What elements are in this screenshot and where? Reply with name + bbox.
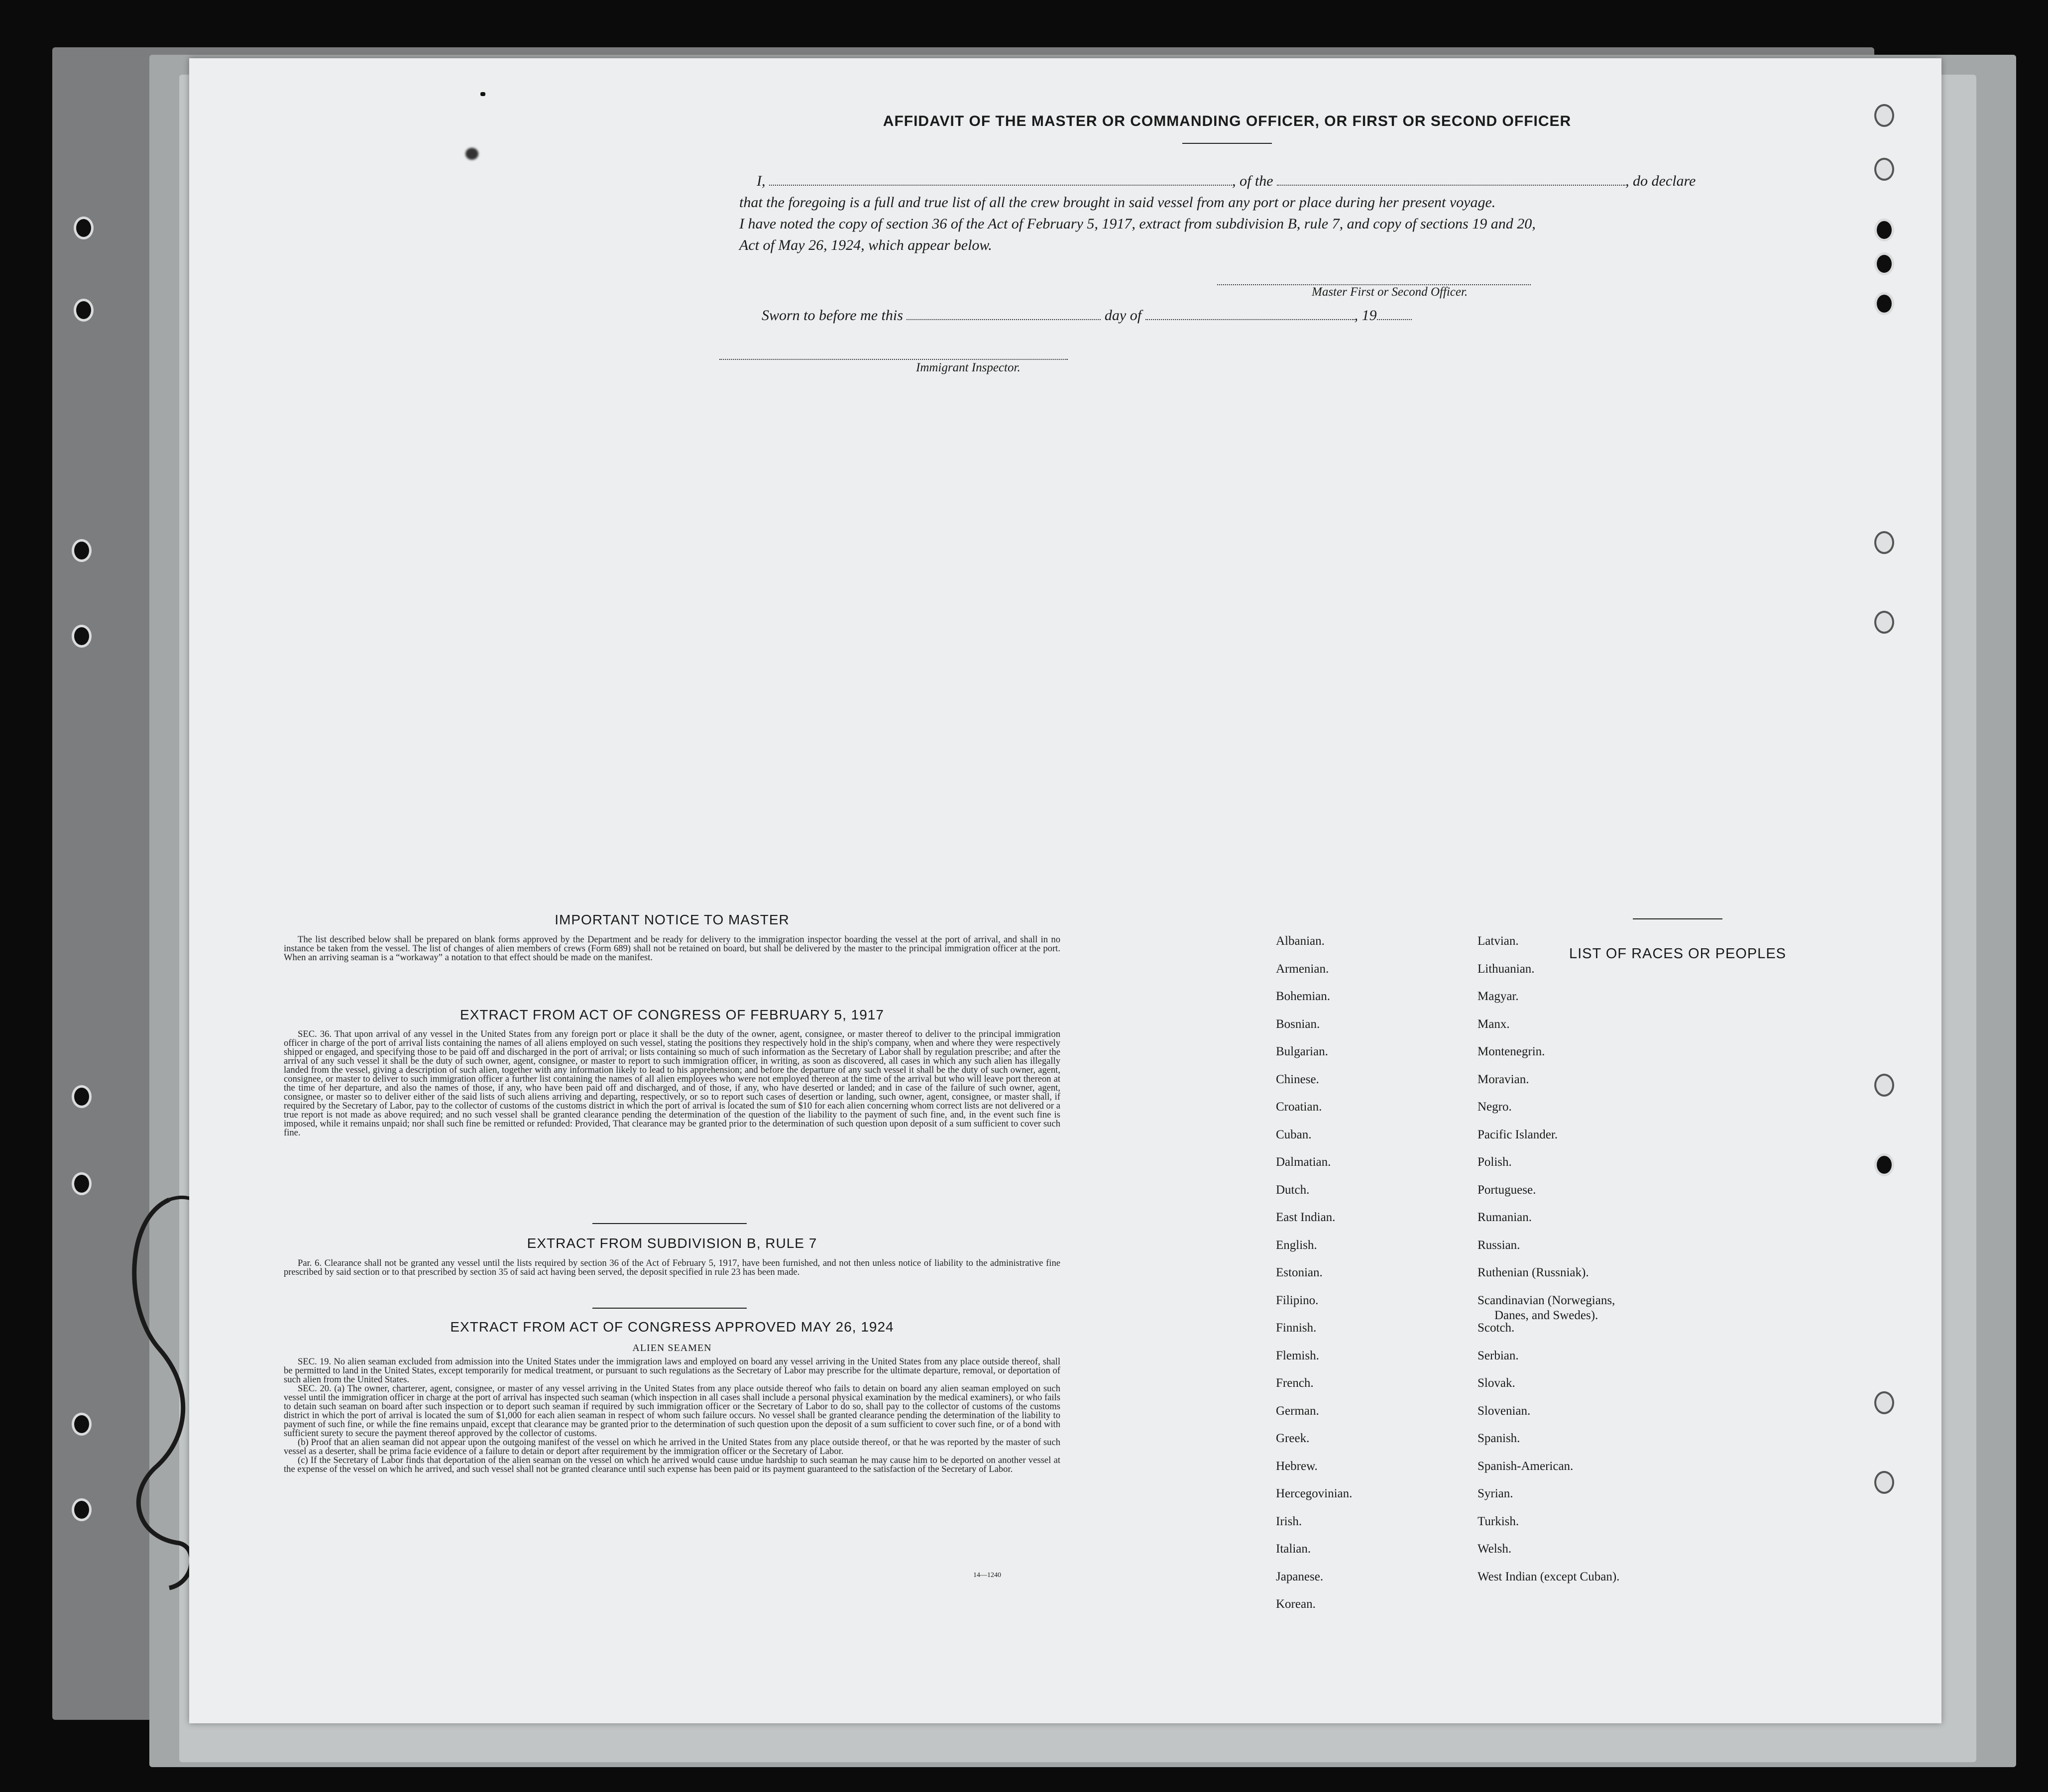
race-item: Flemish. bbox=[1276, 1348, 1319, 1362]
binder-hole bbox=[72, 1498, 92, 1521]
race-item: Italian. bbox=[1276, 1542, 1311, 1556]
master-signature-label: Master First or Second Officer. bbox=[1312, 285, 1468, 299]
race-item: Filipino. bbox=[1276, 1293, 1319, 1307]
binder-hole bbox=[1874, 1471, 1894, 1494]
race-item: Spanish-American. bbox=[1478, 1459, 1574, 1473]
race-item: East Indian. bbox=[1276, 1211, 1336, 1224]
sworn-year: , 19 bbox=[1354, 307, 1377, 324]
race-item: Moravian. bbox=[1478, 1072, 1529, 1086]
sec20a-paragraph: SEC. 20. (a) The owner, charterer, agent, consignee, or master of any vessel arriving in the United States from any place outside thereof who fails to detain on board any alien seaman employed on such vessel until the immigration officer in charge at the port of arrival has inspected such seaman (which inspection in all cases shall include a personal physical examination by the medical examiners), or who fails to detain such seaman on board after such inspection or to deport such seaman if required by such immigration officer or the Secretary of Labor to do so, shall pay to the collector of customs of the customs district in which the port of arrival is located the sum of $1,000 for each alien seaman in respect of whom such failure occurs. No vessel shall be granted clearance pending the determination of the liability to payment of such fine, or while the fine remains unpaid, except that clearance may be granted prior to the determination of such question upon the deposit of a sum sufficient to cover such fine, or of a bond with sufficient surety to secure the payment thereof approved by the collector of customs. bbox=[284, 1383, 1060, 1439]
sworn-day-field[interactable] bbox=[907, 307, 1101, 320]
subdivision-b-text bbox=[284, 1259, 1060, 1277]
sworn-prefix: Sworn to before me this bbox=[762, 307, 903, 324]
race-item: Montenegrin. bbox=[1478, 1045, 1545, 1058]
binder-hole bbox=[1874, 158, 1894, 181]
binder-hole bbox=[1874, 611, 1894, 634]
race-item: German. bbox=[1276, 1404, 1319, 1418]
extract-1917-text bbox=[284, 1030, 1060, 1137]
notice-text bbox=[284, 935, 1060, 962]
extract-1924-text bbox=[284, 1357, 1060, 1474]
sec36-paragraph: SEC. 36. That upon arrival of any vessel in the United States from any foreign port or place it shall be the duty of the owner, agent, consignee, or master thereof to deliver to the principal immigration officer in charge of the port of arrival lists containing the names of all aliens employed on such vessel, stating the positions they respectively hold in the ship's company, when and where they were respectively shipped or engaged, and specifying those to be paid off and discharged in the port of arrival; or lists containing so much of such information as the Secretary of Labor shall by regulation prescribe; and after the arrival of any such vessel it shall be the duty of such owner, agent, consignee, or master to report to such immigration officer, in writing, as soon as discovered, all cases in which any such alien has illegally landed from the vessel, giving a description of such alien, together with any information likely to lead to his apprehension; and before the departure of any such vessel it shall be the duty of such owner, agent, consignee, or master to deliver to such immigration officer a further list containing the names of all alien employees who were not employed thereon at the time of the arrival but who will leave port thereon at the time of her departure, and also the names of those, if any, who have been paid off and discharged, and of those, if any, who have deserted or landed; and in case of the failure of such owner, agent, consignee, or master so to deliver either of the said lists of such aliens arriving and departing, respectively, or so to report such cases of desertion or landing, such owner, agent, consignee, or master shall, if required by the Secretary of Labor, pay to the collector of customs of the customs district in which the port of arrival is located the sum of $10 for each alien concerning whom correct lists are not delivered or a true report is not made as above required; and no such vessel shall be granted clearance pending the determination of the question of the liability to the payment of such fine, and, in the event such fine is imposed, while it remains unpaid; nor shall such fine be remitted or refunded: Provided, That clearance may be granted prior to the determination of such question upon deposit of a sum sufficient to cover such fine. bbox=[284, 1029, 1060, 1138]
race-item: Slovenian. bbox=[1478, 1404, 1531, 1418]
race-item: Lithuanian. bbox=[1478, 962, 1535, 976]
binder-hole bbox=[1874, 219, 1894, 241]
document-page bbox=[189, 58, 1941, 1723]
binder-hole bbox=[1874, 1391, 1894, 1414]
binder-hole bbox=[1874, 1153, 1894, 1176]
race-item: Chinese. bbox=[1276, 1072, 1319, 1086]
notice-paragraph: The list described below shall be prepared on blank forms approved by the Department and be ready for delivery to the immigration inspector boarding the vessel at the port of arrival, and shall in no instance be taken from the vessel. The list of changes of alien members of crews (Form 689) shall not be retained on board, but shall be delivered by the master to the principal immigration officer at the port. When an arriving seaman is a “workaway” a notation to that effect should be made on the manifest. bbox=[284, 934, 1060, 963]
race-item: Armenian. bbox=[1276, 962, 1329, 976]
race-item: Scotch. bbox=[1478, 1321, 1515, 1335]
race-item: Rumanian. bbox=[1478, 1211, 1532, 1224]
section-rule bbox=[592, 1223, 747, 1224]
declaration-line-1 bbox=[757, 173, 1696, 190]
race-item: Polish. bbox=[1478, 1155, 1512, 1169]
extract-1917-title: EXTRACT FROM ACT OF CONGRESS OF FEBRUARY 5, 1917 bbox=[460, 1007, 884, 1022]
sworn-month-field[interactable] bbox=[1145, 307, 1355, 320]
title-rule bbox=[1182, 143, 1272, 144]
race-item: Bulgarian. bbox=[1276, 1045, 1328, 1058]
race-item: Greek. bbox=[1276, 1432, 1310, 1445]
declaration-line-2: that the foregoing is a full and true list of all the crew brought in said vessel from any port or place during her present voyage. bbox=[739, 194, 1496, 211]
race-item: French. bbox=[1276, 1376, 1314, 1390]
par6-paragraph: Par. 6. Clearance shall not be granted any vessel until the lists required by section 36 of the Act of February 5, 1917, have been furnished, and not then unless notice of liability to the administrative fine prescribed by said section or to that prescribed by section 35 of said act having been served, the deposit specified in rule 23 has been made. bbox=[284, 1258, 1060, 1277]
race-item: Slovak. bbox=[1478, 1376, 1515, 1390]
sworn-day-of: day of bbox=[1104, 307, 1142, 324]
decl-of-the: , of the bbox=[1232, 173, 1273, 189]
decl-declare: , do declare bbox=[1625, 173, 1696, 189]
master-signature-field[interactable] bbox=[1217, 272, 1531, 285]
race-item: Irish. bbox=[1276, 1514, 1302, 1528]
race-item: Croatian. bbox=[1276, 1100, 1322, 1114]
race-item: Serbian. bbox=[1478, 1348, 1519, 1362]
sworn-line bbox=[762, 307, 1412, 324]
affidavit-title: AFFIDAVIT OF THE MASTER OR COMMANDING OFFICER, OR FIRST OR SECOND OFFICER bbox=[883, 113, 1572, 129]
binder-hole bbox=[74, 299, 94, 322]
name-field[interactable] bbox=[769, 173, 1232, 186]
race-item: West Indian (except Cuban). bbox=[1478, 1569, 1620, 1583]
race-item: Bohemian. bbox=[1276, 990, 1331, 1003]
race-item: Bosnian. bbox=[1276, 1017, 1320, 1031]
race-item: Syrian. bbox=[1478, 1487, 1513, 1500]
race-item: Negro. bbox=[1478, 1100, 1512, 1114]
decl-i: I, bbox=[757, 173, 766, 189]
race-item: Estonian. bbox=[1276, 1266, 1323, 1279]
declaration-line-4: Act of May 26, 1924, which appear below. bbox=[739, 237, 992, 253]
race-item: Hebrew. bbox=[1276, 1459, 1318, 1473]
alien-seamen-subtitle: ALIEN SEAMEN bbox=[632, 1343, 712, 1353]
binder-hole bbox=[72, 1413, 92, 1436]
inspector-label: Immigrant Inspector. bbox=[916, 361, 1021, 374]
race-item: Cuban. bbox=[1276, 1127, 1312, 1141]
race-item: Scandinavian (Norwegians, bbox=[1478, 1293, 1615, 1307]
binder-hole bbox=[1874, 252, 1894, 275]
race-item: Pacific Islander. bbox=[1478, 1127, 1558, 1141]
race-item: Dalmatian. bbox=[1276, 1155, 1331, 1169]
race-item: Hercegovinian. bbox=[1276, 1487, 1353, 1500]
sec20b-paragraph: (b) Proof that an alien seaman did not appear upon the outgoing manifest of the vessel on which he arrived in the United States from any place outside thereof, or that he was reported by the master of such vessel as a deserter, shall be prima facie evidence of a failure to detain or deport after requirement by the immigration officer or the Secretary of Labor. bbox=[284, 1437, 1060, 1456]
binder-hole bbox=[72, 1085, 92, 1108]
races-title-rule bbox=[1633, 918, 1722, 919]
races-title: LIST OF RACES OR PEOPLES bbox=[1569, 946, 1787, 962]
ink-smudge bbox=[465, 148, 478, 160]
race-item: Welsh. bbox=[1478, 1542, 1512, 1556]
race-item: Japanese. bbox=[1276, 1569, 1324, 1583]
race-item: Latvian. bbox=[1478, 934, 1519, 948]
subdivision-b-title: EXTRACT FROM SUBDIVISION B, RULE 7 bbox=[527, 1235, 817, 1251]
race-item: Magyar. bbox=[1478, 990, 1519, 1003]
race-item: Spanish. bbox=[1478, 1432, 1520, 1445]
race-item: Turkish. bbox=[1478, 1514, 1519, 1528]
notice-title: IMPORTANT NOTICE TO MASTER bbox=[555, 912, 790, 927]
binder-hole bbox=[1874, 531, 1894, 554]
sec20c-paragraph: (c) If the Secretary of Labor finds that deportation of the alien seaman on the vessel on which he arrived would cause undue hardship to such seaman he may cause him to be deported on another vessel at the expense of the vessel on which he arrived, and such vessel shall not be granted clearance until such expense has been paid or its payment guaranteed to the satisfaction of the Secretary of Labor. bbox=[284, 1455, 1060, 1474]
race-item: English. bbox=[1276, 1238, 1317, 1252]
inspector-signature-field[interactable] bbox=[719, 347, 1068, 360]
race-item: Ruthenian (Russniak). bbox=[1478, 1266, 1589, 1279]
race-item: Korean. bbox=[1276, 1597, 1316, 1611]
binder-hole bbox=[1874, 104, 1894, 127]
vessel-field[interactable] bbox=[1277, 173, 1625, 186]
sworn-year-field[interactable] bbox=[1377, 307, 1412, 320]
section-rule bbox=[592, 1308, 747, 1309]
form-number: 14—1240 bbox=[973, 1571, 1001, 1579]
sec19-paragraph: SEC. 19. No alien seaman excluded from admission into the United States under the immigration laws and employed on board any vessel arriving in the United States from any place outside thereof, shall be permitted to land in the United States, except temporarily for medical treatment, or pursuant to such regulations as the Secretary of Labor may prescribe for the ultimate departure, removal, or deportation of such alien from the United States. bbox=[284, 1356, 1060, 1385]
binder-hole bbox=[72, 625, 92, 648]
race-item: Albanian. bbox=[1276, 934, 1325, 948]
declaration-line-3: I have noted the copy of section 36 of the Act of February 5, 1917, extract from subdivision B, rule 7, and copy of sections 19 and 20, bbox=[739, 216, 1536, 232]
race-item: Portuguese. bbox=[1478, 1183, 1536, 1197]
binder-hole bbox=[1874, 1074, 1894, 1097]
race-item: Danes, and Swedes). bbox=[1494, 1308, 1598, 1322]
race-item: Russian. bbox=[1478, 1238, 1520, 1252]
binder-hole bbox=[72, 539, 92, 562]
race-item: Finnish. bbox=[1276, 1321, 1317, 1335]
binder-hole bbox=[72, 1172, 92, 1195]
binder-hole bbox=[74, 217, 94, 239]
extract-1924-title: EXTRACT FROM ACT OF CONGRESS APPROVED MAY 26, 1924 bbox=[450, 1319, 894, 1335]
race-item: Manx. bbox=[1478, 1017, 1510, 1031]
binder-hole bbox=[1874, 292, 1894, 315]
race-item: Dutch. bbox=[1276, 1183, 1310, 1197]
ink-mark bbox=[480, 92, 485, 96]
